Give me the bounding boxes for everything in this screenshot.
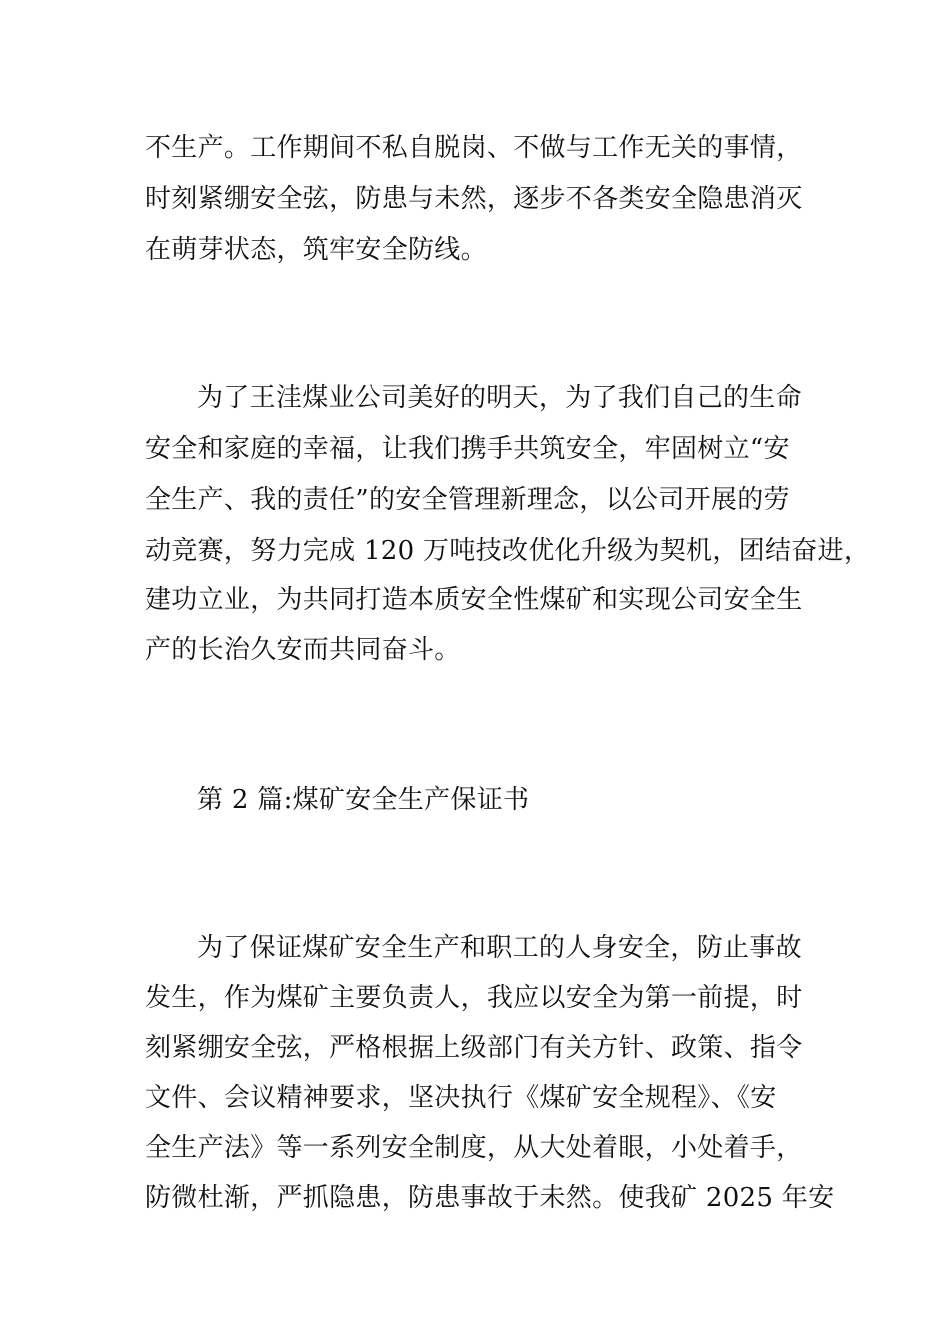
text-line: 时刻紧绷安全弦，防患与未然，逐步不各类安全隐患消灭	[145, 184, 803, 214]
text-line: 防微杜渐，严抓隐患，防患事故于未然。使我矿 2025 年安	[145, 1183, 835, 1213]
text-line: 在萌芽状态，筑牢安全防线。	[145, 235, 487, 265]
text-line: 为了保证煤矿安全生产和职工的人身安全，防止事故	[197, 933, 802, 963]
text-line: 为了王洼煤业公司美好的明天，为了我们自己的生命	[197, 383, 802, 413]
text-line: 建功立业，为共同打造本质安全性煤矿和实现公司安全生	[145, 585, 803, 615]
text-line: 全生产法》等一系列安全制度，从大处着眼，小处着手，	[145, 1133, 803, 1163]
text-line: 刻紧绷安全弦，严格根据上级部门有关方针、政策、指令	[145, 1033, 803, 1063]
text-line: 不生产。工作期间不私自脱岗、不做与工作无关的事情，	[145, 133, 803, 163]
text-line: 发生，作为煤矿主要负责人，我应以安全为第一前提，时	[145, 983, 803, 1013]
text-line: 产的长治久安而共同奋斗。	[145, 635, 461, 665]
text-line: 动竞赛，努力完成 120 万吨技改优化升级为契机，团结奋进，	[145, 536, 871, 566]
section-heading: 第 2 篇:煤矿安全生产保证书	[197, 785, 530, 815]
text-line: 文件、会议精神要求，坚决执行《煤矿安全规程》、《安	[145, 1083, 777, 1113]
text-line: 安全和家庭的幸福，让我们携手共筑安全，牢固树立“安	[145, 434, 790, 464]
text-line: 全生产、我的责任”的安全管理新理念，以公司开展的劳	[145, 485, 790, 515]
